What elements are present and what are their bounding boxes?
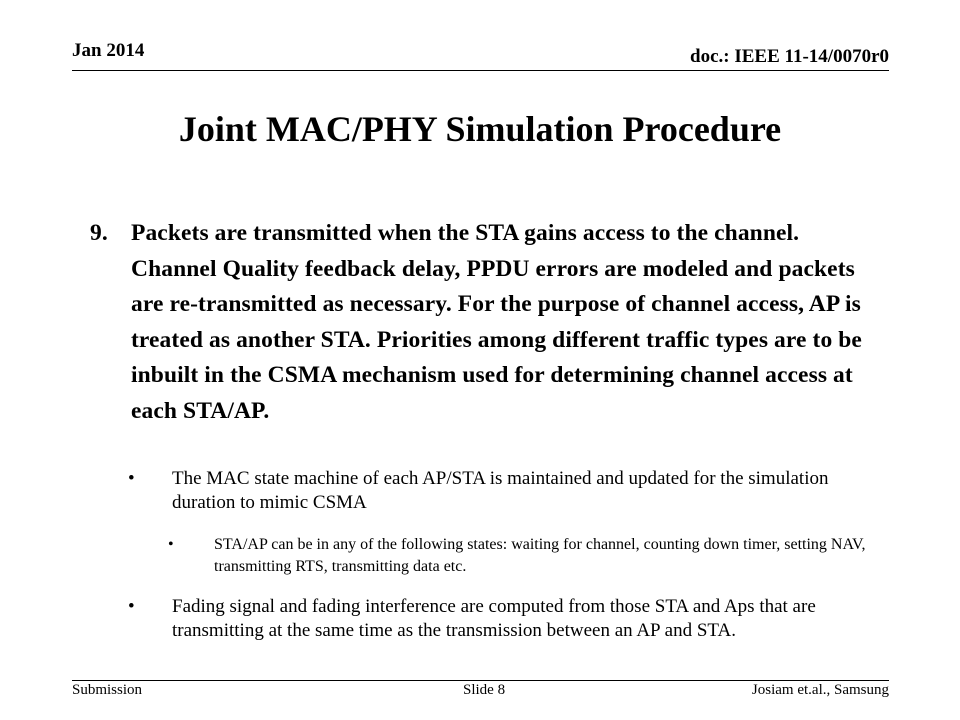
header-date: Jan 2014 xyxy=(72,40,145,61)
footer-submission: Submission xyxy=(72,682,143,698)
sub-bullet-text: STA/AP can be in any of the following states: waiting for channel, counting down timer, setting NAV, transmitting RTS, transmitting data etc. xyxy=(214,536,866,575)
bullet-text: The MAC state machine of each AP/STA is maintained and updated for the simulation duration to mimic CSMA xyxy=(172,468,829,513)
slide-title: Joint MAC/PHY Simulation Procedure xyxy=(178,109,782,149)
bullet-item xyxy=(128,595,888,643)
sub-bullet-item xyxy=(168,534,888,578)
header-doc-id: doc.: IEEE 11-14/0070r0 xyxy=(690,46,889,67)
point-number: 9. xyxy=(90,220,108,246)
bullet-text: Fading signal and fading interference are computed from those STA and Aps that are transmitting at the same time as the transmission between an AP and STA. xyxy=(172,596,816,641)
footer-authors: Josiam et.al., Samsung xyxy=(751,682,889,698)
numbered-point xyxy=(90,216,890,430)
footer-slide-number: Slide 8 xyxy=(463,682,506,698)
bullet-icon: • xyxy=(128,596,135,617)
footer-divider xyxy=(72,680,889,681)
bullet-item xyxy=(128,467,868,515)
bullet-icon: • xyxy=(128,468,135,489)
point-text: Packets are transmitted when the STA gains access to the channel. Channel Quality feedback delay, PPDU errors are modeled and packets are re-transmitted as necessary. For the purpose of channel access, AP is treated as another STA. Priorities among different traffic types are to be inbuilt in the CSMA mechanism used for determining channel access at each STA/AP. xyxy=(131,220,862,424)
bullet-icon: • xyxy=(168,536,174,553)
header-divider xyxy=(72,70,889,71)
